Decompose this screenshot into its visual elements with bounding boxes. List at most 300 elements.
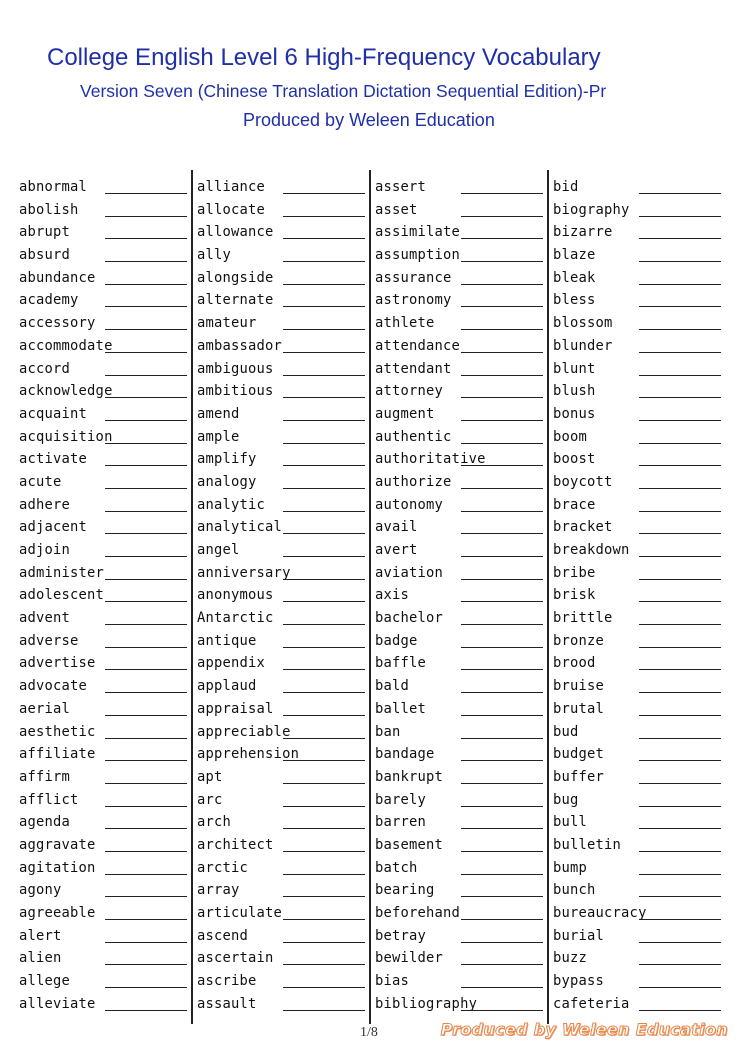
vocab-row [19, 834, 187, 857]
vocab-word: biography [553, 201, 630, 218]
answer-blank [105, 692, 187, 693]
page-number: 1/8 [360, 1025, 378, 1040]
answer-blank [639, 851, 721, 852]
answer-blank [639, 624, 721, 625]
vocab-word: blunt [553, 360, 596, 377]
vocab-word: assimilate [375, 224, 461, 241]
vocab-row [553, 607, 721, 630]
answer-blank [639, 692, 721, 693]
vocab-word: barren [375, 814, 427, 831]
answer-blank [461, 465, 543, 466]
answer-blank [283, 556, 365, 557]
vocab-row [197, 630, 365, 653]
answer-blank [105, 579, 187, 580]
vocab-row [553, 857, 721, 880]
answer-blank [105, 896, 187, 897]
vocab-word: bizarre [553, 224, 613, 241]
vocab-word: astronomy [375, 292, 452, 309]
vocab-row [375, 993, 543, 1016]
vocab-word: acknowledge [19, 383, 113, 400]
answer-blank [461, 261, 543, 262]
vocab-word: bracket [553, 519, 613, 536]
vocab-row [19, 312, 187, 335]
vocab-row [375, 403, 543, 426]
answer-blank [283, 896, 365, 897]
answer-blank [283, 443, 365, 444]
vocab-word: breakdown [553, 542, 630, 558]
vocab-word: athlete [375, 315, 435, 332]
vocab-word: brisk [553, 587, 596, 604]
vocab-word: appendix [197, 655, 266, 672]
vocab-word: adhere [19, 496, 71, 513]
vocab-column-3 [375, 176, 543, 1015]
vocab-row [375, 698, 543, 721]
vocab-row [553, 789, 721, 812]
vocab-row [19, 743, 187, 766]
vocab-row [375, 494, 543, 517]
vocab-word: architect [197, 836, 274, 853]
vocab-word: buzz [553, 950, 588, 967]
vocab-row [19, 358, 187, 381]
answer-blank [283, 624, 365, 625]
answer-blank [461, 760, 543, 761]
answer-blank [283, 579, 365, 580]
vocab-word: afflict [19, 791, 79, 808]
answer-blank [639, 556, 721, 557]
answer-blank [283, 760, 365, 761]
vocab-row [19, 335, 187, 358]
vocab-word: assurance [375, 269, 452, 286]
vocab-row [375, 516, 543, 539]
answer-blank [461, 851, 543, 852]
vocab-row [197, 176, 365, 199]
vocab-word: bonus [553, 405, 596, 422]
vocab-word: blaze [553, 247, 596, 264]
vocab-word: ascend [197, 927, 249, 944]
vocab-row [553, 539, 721, 562]
vocab-word: asset [375, 201, 418, 218]
vocab-word: bunch [553, 882, 596, 899]
vocab-word: arctic [197, 859, 249, 876]
answer-blank [639, 919, 721, 920]
vocab-row [19, 947, 187, 970]
answer-blank [283, 601, 365, 602]
answer-blank [639, 375, 721, 376]
answer-blank [461, 692, 543, 693]
vocab-word: activate [19, 451, 88, 468]
vocab-word: bless [553, 292, 596, 309]
vocab-word: avail [375, 519, 418, 536]
vocab-word: bug [553, 791, 579, 808]
answer-blank [283, 375, 365, 376]
vocab-row [375, 176, 543, 199]
vocab-word: alongside [197, 269, 274, 286]
vocab-row [19, 630, 187, 653]
vocab-row [375, 562, 543, 585]
vocab-word: authentic [375, 428, 452, 445]
answer-blank [461, 601, 543, 602]
answer-blank [639, 443, 721, 444]
answer-blank [639, 329, 721, 330]
vocab-word: ascribe [197, 973, 257, 990]
vocab-word: anonymous [197, 587, 274, 604]
answer-blank [105, 624, 187, 625]
vocab-row [197, 743, 365, 766]
vocab-row [19, 766, 187, 789]
vocab-row [553, 584, 721, 607]
vocab-row [375, 267, 543, 290]
vocab-row [375, 743, 543, 766]
vocab-row [375, 607, 543, 630]
vocab-row [553, 471, 721, 494]
vocab-row [553, 902, 721, 925]
vocab-word: amend [197, 405, 240, 422]
vocab-word: agenda [19, 814, 71, 831]
vocab-row [19, 789, 187, 812]
answer-blank [283, 715, 365, 716]
answer-blank [639, 284, 721, 285]
answer-blank [283, 851, 365, 852]
answer-blank [639, 465, 721, 466]
vocab-row [553, 335, 721, 358]
vocab-row [375, 925, 543, 948]
answer-blank [461, 284, 543, 285]
vocab-word: ban [375, 723, 401, 740]
vocab-row [375, 970, 543, 993]
vocab-word: boycott [553, 473, 613, 490]
vocab-row [375, 380, 543, 403]
vocab-word: barely [375, 791, 427, 808]
vocab-row [375, 766, 543, 789]
vocab-word: aerial [19, 700, 71, 717]
answer-blank [639, 261, 721, 262]
vocab-word: acute [19, 473, 62, 490]
answer-blank [639, 760, 721, 761]
answer-blank [105, 375, 187, 376]
watermark-logo: Produced by Weleen Education [440, 1020, 728, 1039]
vocab-word: bud [553, 723, 579, 740]
vocab-word: bump [553, 859, 588, 876]
vocab-row [19, 267, 187, 290]
answer-blank [283, 397, 365, 398]
answer-blank [639, 533, 721, 534]
answer-blank [639, 397, 721, 398]
answer-blank [105, 851, 187, 852]
vocab-row [553, 925, 721, 948]
answer-blank [639, 828, 721, 829]
vocab-word: amateur [197, 315, 257, 332]
vocab-row [553, 630, 721, 653]
vocab-row [197, 721, 365, 744]
vocab-row [553, 403, 721, 426]
vocab-row [375, 675, 543, 698]
vocab-word: bald [375, 678, 410, 695]
vocab-column-1 [19, 176, 187, 1015]
answer-blank [283, 511, 365, 512]
vocab-word: avert [375, 542, 418, 558]
vocab-row [19, 516, 187, 539]
answer-blank [105, 738, 187, 739]
vocab-word: advent [19, 610, 71, 627]
vocab-word: blossom [553, 315, 613, 332]
vocab-word: abrupt [19, 224, 71, 241]
vocab-row [553, 652, 721, 675]
vocab-row [553, 312, 721, 335]
answer-blank [105, 420, 187, 421]
answer-blank [639, 216, 721, 217]
vocab-row [375, 335, 543, 358]
answer-blank [283, 329, 365, 330]
vocab-word: arch [197, 814, 232, 831]
vocab-word: augment [375, 405, 435, 422]
vocab-word: attendant [375, 360, 452, 377]
vocab-row [375, 471, 543, 494]
vocab-row [375, 584, 543, 607]
vocab-row [375, 902, 543, 925]
answer-blank [461, 806, 543, 807]
vocab-row [197, 380, 365, 403]
vocab-word: attorney [375, 383, 444, 400]
vocab-word: autonomy [375, 496, 444, 513]
answer-blank [105, 261, 187, 262]
vocab-row [197, 607, 365, 630]
answer-blank [461, 193, 543, 194]
vocab-row [553, 244, 721, 267]
answer-blank [461, 919, 543, 920]
vocab-word: arc [197, 791, 223, 808]
answer-blank [105, 964, 187, 965]
vocab-word: aviation [375, 564, 444, 581]
answer-blank [105, 533, 187, 534]
answer-blank [639, 1010, 721, 1011]
answer-blank [461, 306, 543, 307]
vocab-row [553, 562, 721, 585]
vocab-word: budget [553, 746, 605, 763]
vocab-word: boom [553, 428, 588, 445]
answer-blank [105, 216, 187, 217]
answer-blank [283, 964, 365, 965]
vocab-row [553, 448, 721, 471]
vocab-word: agony [19, 882, 62, 899]
vocab-row [375, 358, 543, 381]
vocab-row [197, 562, 365, 585]
vocab-word: ascertain [197, 950, 274, 967]
vocab-word: attendance [375, 337, 461, 354]
vocab-word: bruise [553, 678, 605, 695]
answer-blank [639, 420, 721, 421]
vocab-word: apprehension [197, 746, 300, 763]
answer-blank [639, 511, 721, 512]
answer-blank [639, 987, 721, 988]
vocab-row [197, 221, 365, 244]
vocab-row [19, 199, 187, 222]
column-divider [369, 170, 371, 1024]
answer-blank [461, 238, 543, 239]
vocab-word: cafeteria [553, 995, 630, 1012]
answer-blank [283, 261, 365, 262]
answer-blank [105, 669, 187, 670]
answer-blank [639, 942, 721, 943]
vocab-row [19, 562, 187, 585]
answer-blank [105, 556, 187, 557]
vocab-row [375, 199, 543, 222]
vocab-word: bandage [375, 746, 435, 763]
vocab-word: appraisal [197, 700, 274, 717]
answer-blank [639, 601, 721, 602]
answer-blank [461, 738, 543, 739]
vocab-row [19, 857, 187, 880]
vocab-row [197, 652, 365, 675]
answer-blank [105, 397, 187, 398]
vocab-word: aesthetic [19, 723, 96, 740]
vocab-row [19, 698, 187, 721]
answer-blank [283, 306, 365, 307]
vocab-word: angel [197, 542, 240, 558]
vocab-row [553, 289, 721, 312]
vocab-row [19, 289, 187, 312]
vocab-row [197, 675, 365, 698]
vocab-word: affirm [19, 768, 71, 785]
vocab-word: batch [375, 859, 418, 876]
vocab-row [197, 312, 365, 335]
vocab-word: blush [553, 383, 596, 400]
vocab-word: bankrupt [375, 768, 444, 785]
vocab-word: acquaint [19, 405, 88, 422]
vocab-word: accord [19, 360, 71, 377]
vocab-row [375, 630, 543, 653]
answer-blank [283, 238, 365, 239]
vocab-word: buffer [553, 768, 605, 785]
vocab-word: alert [19, 927, 62, 944]
answer-blank [461, 987, 543, 988]
vocab-row [553, 494, 721, 517]
answer-blank [639, 193, 721, 194]
answer-blank [639, 715, 721, 716]
vocab-row [375, 652, 543, 675]
vocab-row [197, 947, 365, 970]
answer-blank [461, 1010, 543, 1011]
vocab-row [19, 902, 187, 925]
vocab-row [197, 902, 365, 925]
vocab-word: absurd [19, 247, 71, 264]
vocab-row [197, 811, 365, 834]
vocab-word: assert [375, 179, 427, 195]
vocab-row [197, 970, 365, 993]
vocab-word: administer [19, 564, 105, 581]
vocab-row [19, 221, 187, 244]
vocab-row [19, 494, 187, 517]
vocab-row [197, 403, 365, 426]
vocab-row [375, 879, 543, 902]
vocab-row [19, 721, 187, 744]
answer-blank [105, 760, 187, 761]
vocab-word: advertise [19, 655, 96, 672]
answer-blank [283, 216, 365, 217]
answer-blank [283, 647, 365, 648]
vocab-row [375, 811, 543, 834]
answer-blank [639, 238, 721, 239]
answer-blank [105, 488, 187, 489]
answer-blank [639, 669, 721, 670]
vocab-row [553, 267, 721, 290]
vocab-word: bearing [375, 882, 435, 899]
answer-blank [283, 488, 365, 489]
vocab-word: adjacent [19, 519, 88, 536]
vocab-word: bewilder [375, 950, 444, 967]
vocab-row [553, 947, 721, 970]
vocab-row [553, 721, 721, 744]
vocab-row [197, 584, 365, 607]
answer-blank [283, 692, 365, 693]
vocab-column-2 [197, 176, 365, 1015]
vocab-row [375, 834, 543, 857]
vocab-row [375, 721, 543, 744]
answer-blank [461, 942, 543, 943]
vocab-row [19, 471, 187, 494]
vocab-word: applaud [197, 678, 257, 695]
answer-blank [639, 647, 721, 648]
vocab-row [553, 766, 721, 789]
vocab-row [19, 993, 187, 1016]
vocab-word: analogy [197, 473, 257, 490]
vocab-word: brutal [553, 700, 605, 717]
vocab-row [375, 539, 543, 562]
vocab-word: bid [553, 179, 579, 195]
answer-blank [283, 738, 365, 739]
vocab-word: bureaucracy [553, 905, 647, 921]
vocab-word: advocate [19, 678, 88, 695]
vocab-row [19, 607, 187, 630]
answer-blank [639, 874, 721, 875]
vocab-row [19, 675, 187, 698]
vocab-word: blunder [553, 337, 613, 354]
vocab-word: Antarctic [197, 610, 274, 627]
answer-blank [105, 238, 187, 239]
vocab-word: assumption [375, 247, 461, 264]
vocab-row [375, 221, 543, 244]
answer-blank [105, 465, 187, 466]
vocab-word: bull [553, 814, 588, 831]
vocab-word: alien [19, 950, 62, 967]
page-subtitle: Version Seven (Chinese Translation Dictation Sequential Edition)-Pr [80, 81, 607, 101]
vocab-row [197, 494, 365, 517]
vocab-row [553, 358, 721, 381]
answer-blank [283, 1010, 365, 1011]
vocab-column-4 [553, 176, 721, 1015]
answer-blank [639, 579, 721, 580]
answer-blank [639, 806, 721, 807]
vocab-word: basement [375, 836, 444, 853]
answer-blank [105, 828, 187, 829]
vocab-word: bibliography [375, 995, 478, 1012]
vocab-word: affiliate [19, 746, 96, 763]
vocab-word: aggravate [19, 836, 96, 853]
vocab-word: axis [375, 587, 410, 604]
vocab-row [553, 834, 721, 857]
vocab-word: appreciable [197, 723, 291, 740]
answer-blank [105, 647, 187, 648]
vocab-row [197, 993, 365, 1016]
vocab-word: badge [375, 632, 418, 649]
vocab-row [375, 289, 543, 312]
vocab-row [197, 471, 365, 494]
vocab-row [553, 811, 721, 834]
vocab-word: beforehand [375, 905, 461, 921]
answer-blank [639, 964, 721, 965]
column-divider [191, 170, 193, 1024]
vocab-word: adolescent [19, 587, 105, 604]
answer-blank [461, 511, 543, 512]
